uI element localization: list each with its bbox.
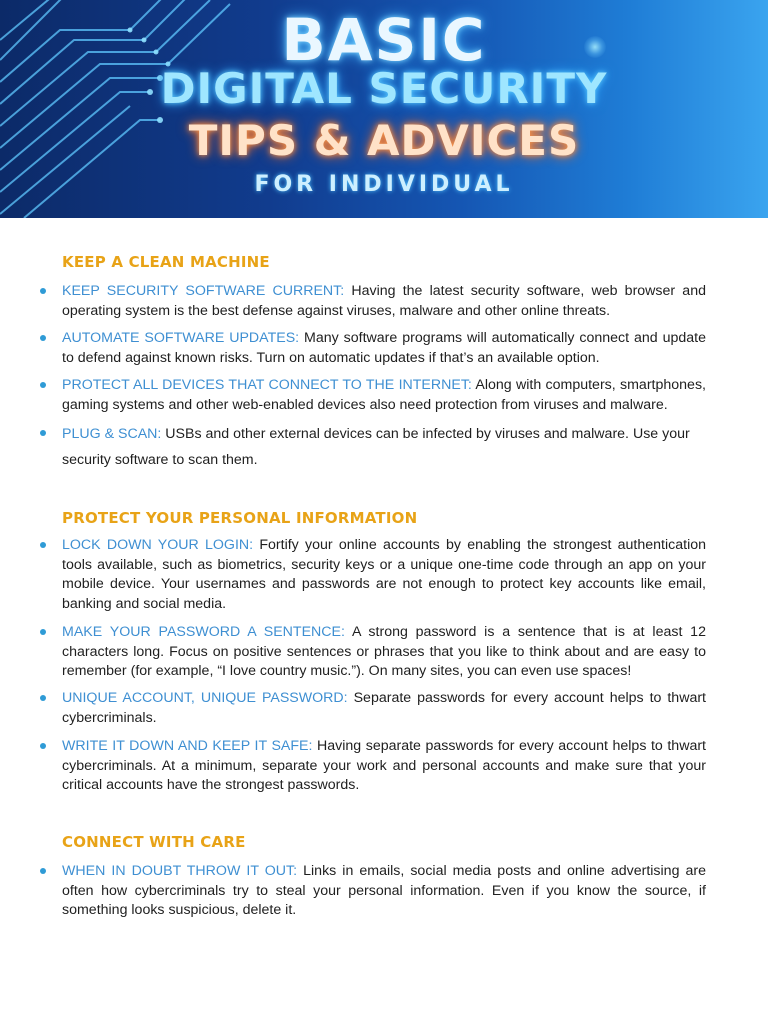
item-lead: AUTOMATE SOFTWARE UPDATES:: [62, 330, 300, 346]
list-item: [62, 689, 706, 728]
list-item: [62, 536, 706, 614]
header-banner: [0, 0, 768, 218]
item-lead: PLUG & SCAN:: [62, 426, 162, 442]
item-text: Separate passwords for every account helps to thwart cybercriminals.: [62, 690, 707, 726]
list-item: [62, 376, 706, 415]
bullet-icon: [40, 288, 46, 294]
bullet-icon: [40, 335, 46, 341]
section-heading-personal-information: PROTECT YOUR PERSONAL INFORMATION: [62, 509, 418, 527]
bullet-icon: [40, 868, 46, 874]
item-lead: PROTECT ALL DEVICES THAT CONNECT TO THE INTERNET:: [62, 377, 472, 393]
item-lead: UNIQUE ACCOUNT, UNIQUE PASSWORD:: [62, 690, 348, 706]
item-text: Having the latest security software, web browser and operating system is the best defense against viruses, malware and other online threats.: [62, 283, 706, 319]
bullet-icon: [40, 542, 46, 548]
bullet-icon: [40, 629, 46, 635]
list-item: [62, 862, 706, 921]
item-lead: LOCK DOWN YOUR LOGIN:: [62, 537, 254, 553]
item-text: Along with computers, smartphones, gaming systems and other web-enabled devices also need protection from viruses and malware.: [62, 377, 706, 413]
list-item: [62, 282, 706, 321]
list-item: [62, 737, 706, 796]
item-text: USBs and other external devices can be infected by viruses and malware. Use your security software to scan them.: [62, 426, 690, 468]
bullet-icon: [40, 382, 46, 388]
banner-title-basic: BASIC: [281, 6, 487, 74]
list-item: [62, 421, 706, 473]
item-lead: KEEP SECURITY SOFTWARE CURRENT:: [62, 283, 345, 299]
item-text: Many software programs will automatically connect and update to defend against known risks. Turn on automatic updates if that’s an available option.: [62, 330, 706, 366]
banner-title-tips-advices: TIPS & ADVICES: [188, 116, 580, 165]
bullet-icon: [40, 743, 46, 749]
section-heading-clean-machine: KEEP A CLEAN MACHINE: [62, 253, 270, 271]
bullet-icon: [40, 430, 46, 436]
banner-title-digital-security: DIGITAL SECURITY: [160, 64, 608, 113]
list-item: [62, 623, 706, 682]
item-text: A strong password is a sentence that is at least 12 characters long. Focus on positive sentences or phrases that you like to think about and are easy to remember (for example, “I love country music.”). On many sites, you can even use spaces!: [62, 624, 706, 680]
section-heading-connect-with-care: CONNECT WITH CARE: [62, 833, 246, 851]
list-item: [62, 329, 706, 368]
item-lead: MAKE YOUR PASSWORD A SENTENCE:: [62, 624, 345, 640]
item-text: Fortify your online accounts by enabling the strongest authentication tools available, such as biometrics, security keys or a unique one-time code through an app on your mobile device. Your usernames and passwords are not enough to protect key accounts like email, banking and social media.: [62, 537, 706, 612]
item-lead: WHEN IN DOUBT THROW IT OUT:: [62, 863, 298, 879]
banner-subtitle-for-individual: FOR INDIVIDUAL: [254, 172, 514, 197]
item-text: Links in emails, social media posts and online advertising are often how cybercriminals try to steal your personal information. Even if you know the source, if something looks suspicious, delete it.: [62, 863, 707, 919]
item-lead: WRITE IT DOWN AND KEEP IT SAFE:: [62, 738, 313, 754]
item-text: Having separate passwords for every account helps to thwart cybercriminals. At a minimum, separate your work and personal accounts and make sure that your critical accounts have the strongest passwords.: [62, 738, 706, 794]
bullet-icon: [40, 695, 46, 701]
